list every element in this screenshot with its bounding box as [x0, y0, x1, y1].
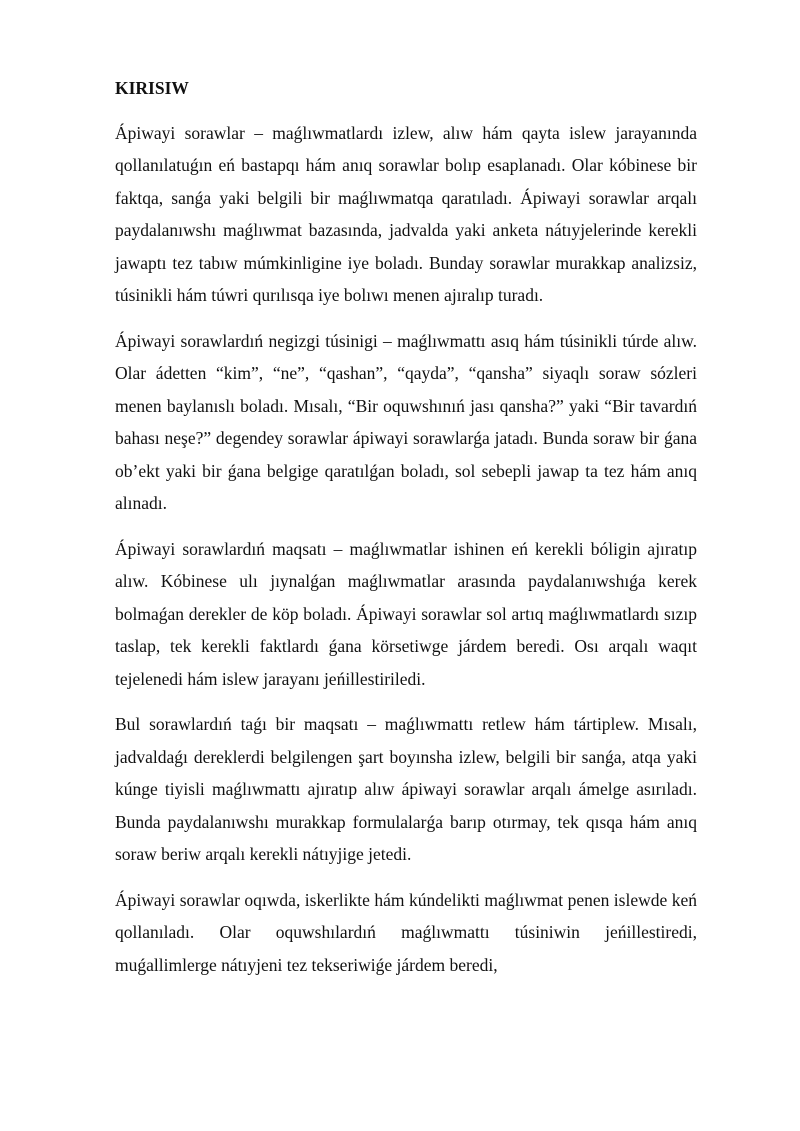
paragraph-1: Ápiwayi sorawlar – maǵlıwmatlardı izlew, alıw hám qayta islew jarayanında qollanılatuǵın eń bastapqı hám anıq sorawlar bolıp esaplanadı. Olar kóbinese bir faktqa, sanǵa yaki belgili bir maǵlıwmatqa qaratıladı. Ápiwayi sorawlar arqalı paydalanıwshı maǵlıwmat bazasında, jadvalda yaki anketa nátıyjelerinde kerekli jawaptı tez tabıw múmkinligine iye boladı. Bunday sorawlar murakkap analizsiz, túsinikli hám túwri qurılısqa iye bolıwı menen ajıralıp turadı. [115, 122, 697, 305]
paragraph-3: Ápiwayi sorawlardıń maqsatı – maǵlıwmatlar ishinen eń kerekli bóligin ajıratıp alıw. Kóbinese ulı jıynalǵan maǵlıwmatlar arasında paydalanıwshıǵa kerek bolmaǵan derekler de köp boladı. Ápiwayi sorawlar sol artıq maǵlıwmatlardı sızıp taslap, tek kerekli faktlardı ǵana körsetiwge járdem beredi. Osı arqalı waqıt tejelenedi hám islew jarayanı jeńillestiriledi. [115, 538, 697, 689]
paragraph-2: Ápiwayi sorawlardıń negizgi túsinigi – maǵlıwmattı asıq hám túsinikli túrde alıw. Olar ádetten “kim”, “ne”, “qashan”, “qayda”, “qansha” siyaqlı soraw sózleri menen baylanıslı boladı. Mısalı, “Bir oquwshınıń jası qansha?” yaki “Bir tavardıń bahası neşe?” degendey sorawlar ápiwayi sorawlarǵa jatadı. Bunda soraw bir ǵana ob’ekt yaki bir ǵana belgige qaratılǵan boladı, sol sebepli jawap ta tez hám anıq alınadı. [115, 330, 697, 513]
paragraph-4: Bul sorawlardıń taǵı bir maqsatı – maǵlıwmattı retlew hám tártiplew. Mısalı, jadvaldaǵı dereklerdi belgilengen şart boyınsha izlew, belgili bir sanǵa, atqa yaki kúnge tiyisli maǵlıwmattı ajıratıp alıw ápiwayi sorawlar arqalı ámelge asırıladı. Bunda paydalanıwshı murakkap formulalarǵa barıp otırmay, tek qısqa hám anıq soraw beriw arqalı kerekli nátıyjige jetedi. [115, 714, 697, 864]
document-heading: KIRISIW [115, 78, 189, 98]
document-page [115, 72, 697, 994]
paragraph-5: Ápiwayi sorawlar oqıwda, iskerlikte hám kúndelikti maǵlıwmat penen islewde keń qollanıladı. Olar oquwshılardıń maǵlıwmattı túsiniwin jeńillestiredi, muǵallimlerge nátıyjeni tez tekseriwiǵe járdem beredi, [115, 889, 697, 975]
